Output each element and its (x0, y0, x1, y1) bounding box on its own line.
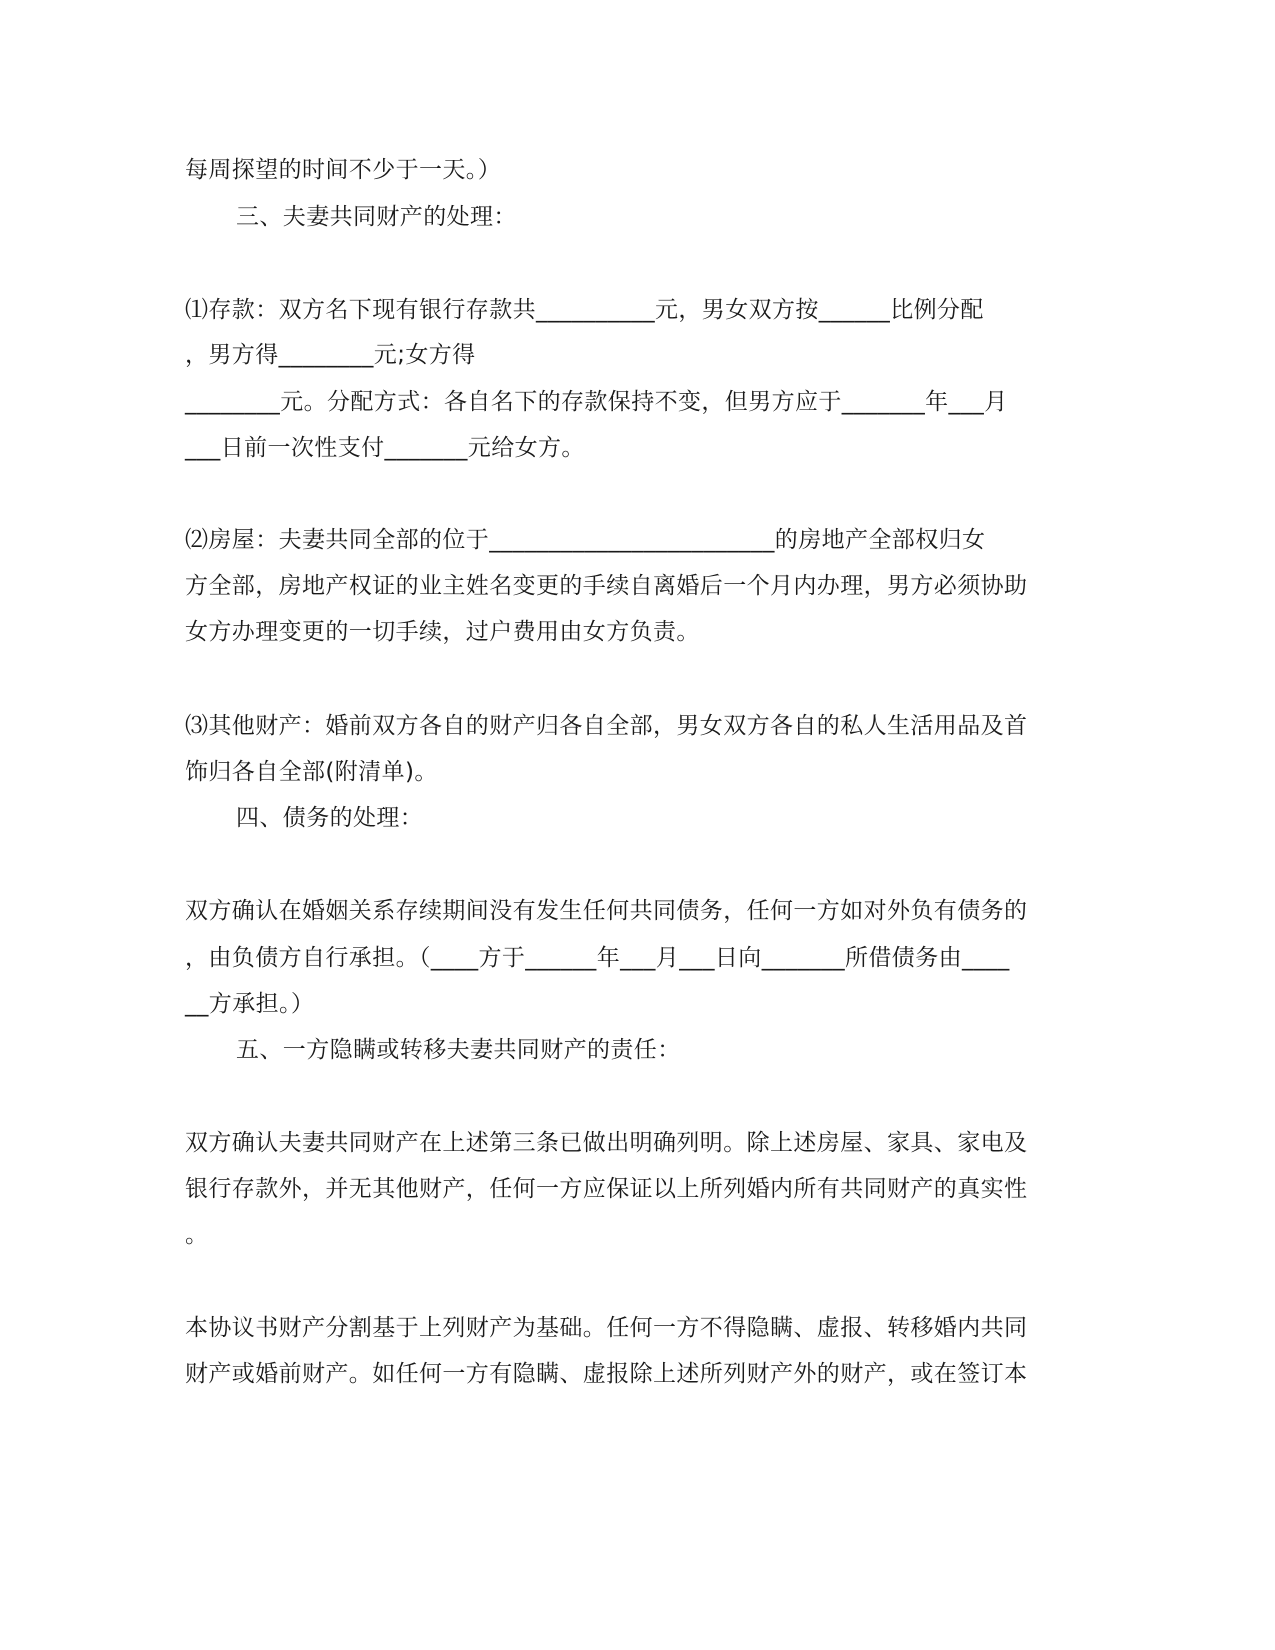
paragraph-line: ⑴存款：双方名下现有银行存款共__________元，男女双方按______比例分配 (185, 297, 984, 323)
paragraph-line: __方承担。） (185, 991, 315, 1017)
paragraph-line: ⑵房屋：夫妻共同全部的位于________________________的房地产全部权归女 (185, 527, 986, 553)
paragraph-line: ⑶其他财产：婚前双方各自的财产归各自全部，男女双方各自的私人生活用品及首 (185, 713, 1028, 739)
section-heading-debt: 四、债务的处理： (236, 805, 424, 831)
paragraph-line: 饰归各自全部(附清单)。 (185, 759, 438, 785)
paragraph-line: 银行存款外，并无其他财产，任何一方应保证以上所列婚内所有共同财产的真实性 (185, 1176, 1028, 1202)
paragraph-line: 双方确认在婚姻关系存续期间没有发生任何共同债务，任何一方如对外负有债务的 (185, 898, 1028, 924)
paragraph-line: 双方确认夫妻共同财产在上述第三条已做出明确列明。除上述房屋、家具、家电及 (185, 1130, 1028, 1156)
section-heading-property: 三、夫妻共同财产的处理： (236, 204, 517, 230)
paragraph-line: ___日前一次性支付_______元给女方。 (185, 435, 585, 461)
paragraph-line: 本协议书财产分割基于上列财产为基础。任何一方不得隐瞒、虚报、转移婚内共同 (185, 1315, 1028, 1341)
paragraph-line: 方全部，房地产权证的业主姓名变更的手续自离婚后一个月内办理，男方必须协助 (185, 573, 1028, 599)
paragraph-line: 每周探望的时间不少于一天。） (185, 157, 502, 183)
paragraph-line: 财产或婚前财产。如任何一方有隐瞒、虚报除上述所列财产外的财产，或在签订本 (185, 1361, 1028, 1387)
section-heading-concealment: 五、一方隐瞒或转移夫妻共同财产的责任： (236, 1037, 681, 1063)
paragraph-line: 。 (185, 1222, 209, 1248)
paragraph-line: 女方办理变更的一切手续，过户费用由女方负责。 (185, 619, 700, 645)
paragraph-line: ，由负债方自行承担。（____方于______年___月___日向_______所借债务由____ (185, 945, 1010, 971)
paragraph-line: ，男方得________元;女方得 (185, 342, 476, 368)
paragraph-line: ________元。分配方式：各自名下的存款保持不变，但男方应于_______年___月 (185, 389, 1008, 415)
